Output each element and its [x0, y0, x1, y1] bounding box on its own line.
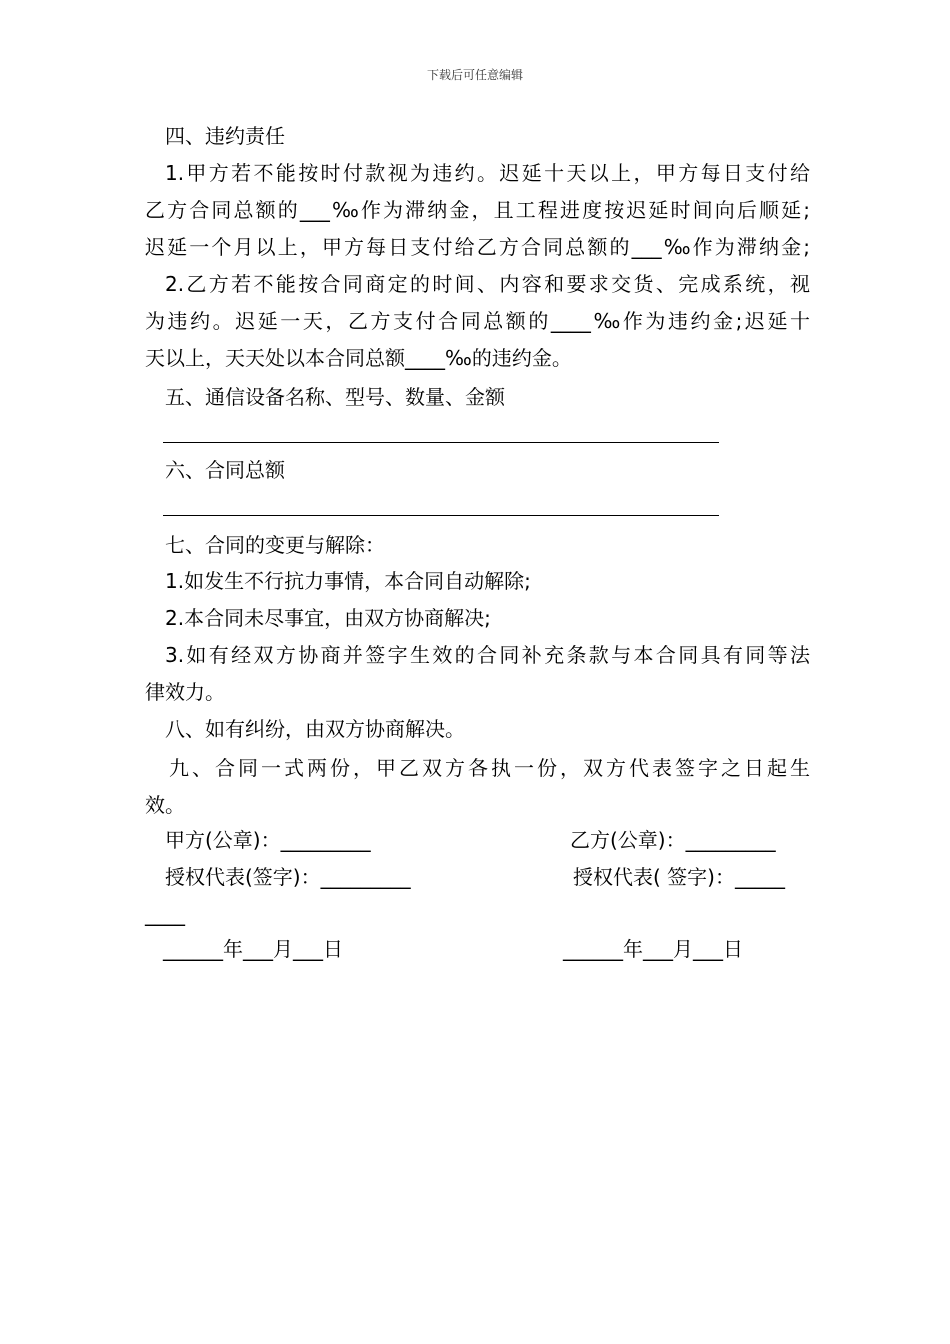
party-b-representative: 授权代表( 签字)：_____: [573, 865, 785, 889]
breach-clause-2-line-3: 天以上，天天处以本合同总额____‰的违约金。: [145, 346, 572, 370]
section-disputes: 八、如有纠纷，由双方协商解决。: [165, 717, 465, 741]
change-item-2: 2.本合同未尽事宜，由双方协商解决;: [165, 606, 491, 630]
header-note: 下载后可任意编辑: [426, 68, 523, 82]
party-b-representative-continued: ____: [145, 902, 185, 926]
breach-clause-1-line-2: 乙方合同总额的___‰作为滞纳金，且工程进度按迟延时间向后顺延;: [145, 198, 810, 222]
party-b-seal: 乙方(公章)：_________: [570, 828, 776, 852]
change-item-1: 1.如发生不行抗力事情，本合同自动解除;: [165, 569, 531, 593]
total-blank-line: [163, 515, 719, 516]
equipment-blank-line: [163, 442, 719, 443]
breach-clause-1-line-1: 1.甲方若不能按时付款视为违约。迟延十天以上，甲方每日支付给: [165, 161, 810, 185]
section-title-equipment: 五、通信设备名称、型号、数量、金额: [165, 385, 505, 409]
section-title-breach: 四、违约责任: [165, 124, 285, 148]
section-copies-line-1: 九、合同一式两份，甲乙双方各执一份，双方代表签字之日起生: [169, 756, 810, 780]
breach-clause-2-line-2: 为违约。迟延一天，乙方支付合同总额的____‰作为违约金;迟延十: [145, 309, 810, 333]
change-item-3-line-1: 3.如有经双方协商并签字生效的合同补充条款与本合同具有同等法: [165, 643, 810, 667]
breach-clause-2-line-1: 2.乙方若不能按合同商定的时间、内容和要求交货、完成系统，视: [165, 272, 810, 296]
breach-clause-1-line-3: 迟延一个月以上，甲方每日支付给乙方合同总额的___‰作为滞纳金;: [145, 235, 810, 259]
section-title-total: 六、合同总额: [165, 458, 285, 482]
party-b-date: ______年___月___日: [563, 937, 743, 961]
party-a-date: ______年___月___日: [163, 937, 343, 961]
party-a-seal: 甲方(公章)：_________: [165, 828, 371, 852]
section-title-change: 七、合同的变更与解除：: [165, 533, 385, 557]
change-item-3-line-2: 律效力。: [145, 680, 225, 704]
party-a-representative: 授权代表(签字)：_________: [165, 865, 411, 889]
section-copies-line-2: 效。: [145, 793, 185, 817]
